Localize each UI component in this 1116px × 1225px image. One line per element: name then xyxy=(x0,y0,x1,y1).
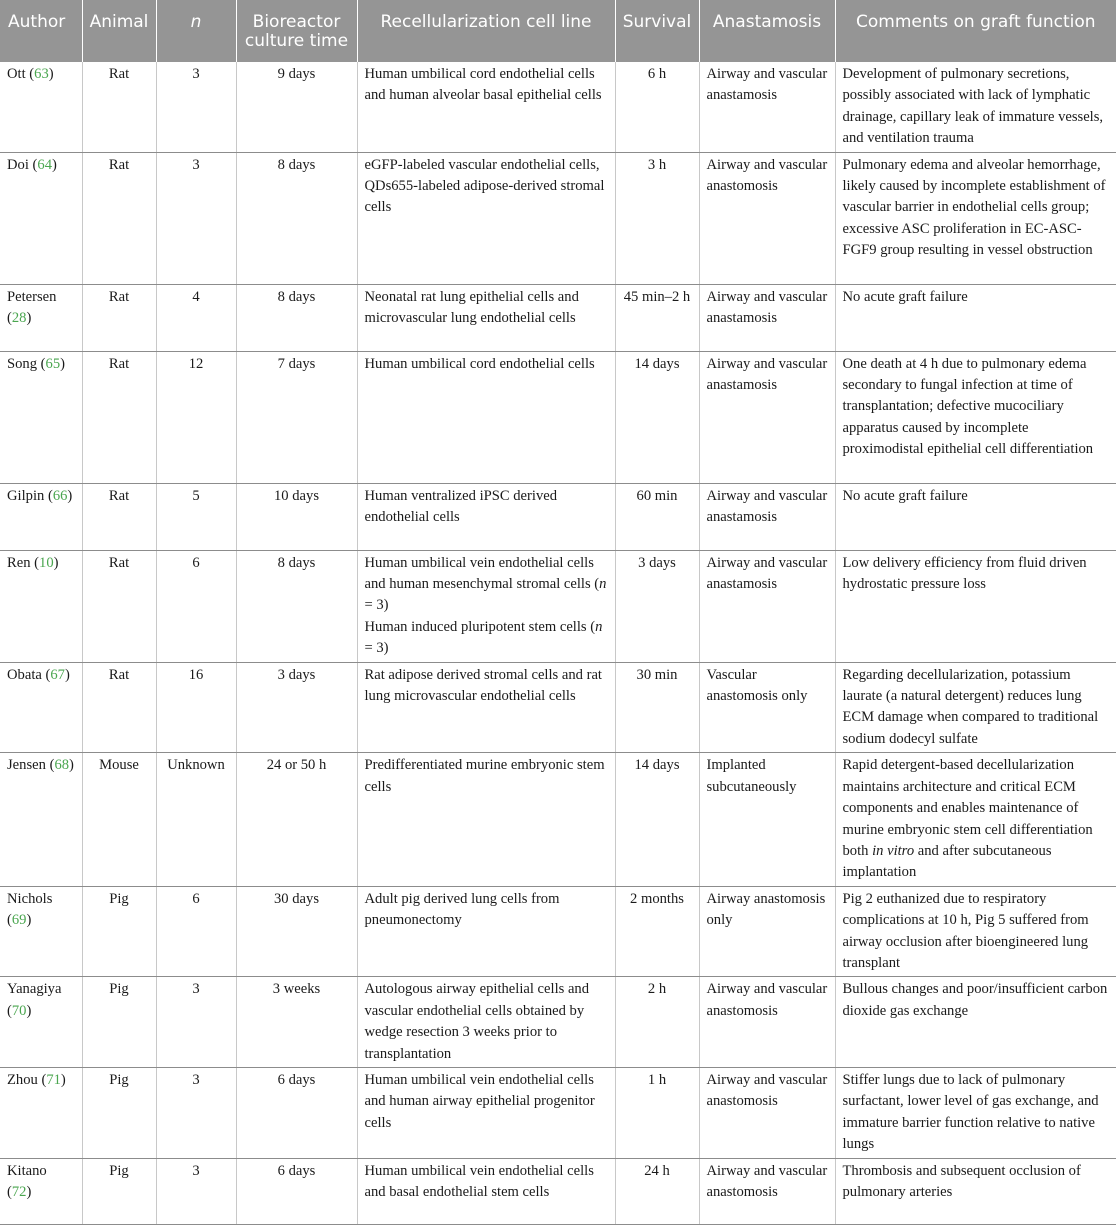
table-row xyxy=(0,753,1116,886)
cell-author: Song (65) xyxy=(0,351,82,483)
author-name: Yanagiya xyxy=(7,981,62,998)
cell-author: Jensen (68) xyxy=(0,753,82,886)
header-animal: Animal xyxy=(82,0,156,62)
cell-survival: 3 h xyxy=(615,152,699,284)
cell-n: 12 xyxy=(156,351,236,483)
cell-comments: One death at 4 h due to pulmonary edema secondary to fungal infection at time of transplantation; defective mucociliary apparatus caused by incomplete proximodistal epithelial cell differentiation xyxy=(835,351,1116,483)
cell-anastamosis: Airway and vascular anastamosis xyxy=(699,62,835,152)
cell-author: Gilpin (66) xyxy=(0,483,82,550)
cell-n: 6 xyxy=(156,550,236,662)
cell-n: 5 xyxy=(156,483,236,550)
cell-line-text: Human umbilical vein endothelial cells and human mesenchymal stromal cells ( xyxy=(364,554,600,593)
cell-survival: 14 days xyxy=(615,351,699,483)
comments-text: Rapid detergent-based decellularization maintains architecture and critical ECM components and enables maintenance of murine embryonic stem cell differentiation both xyxy=(842,757,1093,859)
cell-survival: 2 h xyxy=(615,977,699,1068)
cell-culture-time: 8 days xyxy=(236,284,357,351)
reference-link[interactable]: 72 xyxy=(11,1184,27,1200)
cell-cell-line: Rat adipose derived stromal cells and rat lung microvascular endothelial cells xyxy=(357,662,615,753)
cell-anastamosis: Airway and vascular anastamosis xyxy=(699,351,835,483)
author-name: Song xyxy=(7,355,38,372)
cell-cell-line: Human umbilical cord endothelial cells and human alveolar basal epithelial cells xyxy=(357,62,615,152)
cell-culture-time: 6 days xyxy=(236,1067,357,1158)
cell-line-text: = 3) xyxy=(364,640,389,657)
cell-culture-time: 8 days xyxy=(236,152,357,284)
author-name: Nichols xyxy=(7,890,53,907)
cell-animal: Rat xyxy=(82,483,156,550)
comments-italic: in vitro xyxy=(872,842,915,859)
table-body xyxy=(0,62,1116,1224)
cell-survival: 6 h xyxy=(615,62,699,152)
cell-culture-time: 9 days xyxy=(236,62,357,152)
cell-animal: Mouse xyxy=(82,753,156,886)
cell-survival: 30 min xyxy=(615,662,699,753)
cell-culture-time: 3 days xyxy=(236,662,357,753)
cell-cell-line: Human ventralized iPSC derived endothelial cells xyxy=(357,483,615,550)
header-n xyxy=(156,0,236,62)
reference-link[interactable]: 64 xyxy=(37,156,52,173)
author-name: Gilpin xyxy=(7,487,45,504)
cell-survival: 3 days xyxy=(615,550,699,662)
header-anastamosis: Anastamosis xyxy=(699,0,835,62)
cell-animal: Rat xyxy=(82,152,156,284)
reference-link[interactable]: 66 xyxy=(52,487,68,504)
cell-n: 3 xyxy=(156,977,236,1068)
cell-n: 16 xyxy=(156,662,236,753)
author-name: Ren xyxy=(7,554,31,571)
cell-comments: Low delivery efficiency from fluid driven hydrostatic pressure loss xyxy=(835,550,1116,662)
cell-author: Doi (64) xyxy=(0,152,82,284)
header-survival: Survival xyxy=(615,0,699,62)
header-bioreactor xyxy=(236,0,357,62)
table-row xyxy=(0,284,1116,351)
cell-comments: Pig 2 euthanized due to respiratory complications at 10 h, Pig 5 suffered from airway occlusion after bioengineered lung transplant xyxy=(835,886,1116,977)
cell-culture-time: 10 days xyxy=(236,483,357,550)
cell-comments: Stiffer lungs due to lack of pulmonary surfactant, lower level of gas exchange, and immature barrier function relative to native lungs xyxy=(835,1067,1116,1158)
cell-comments xyxy=(835,753,1116,886)
reference-link[interactable]: 10 xyxy=(39,554,54,571)
header-cell-line: Recellularization cell line xyxy=(357,0,615,62)
cell-animal: Rat xyxy=(82,662,156,753)
cell-animal: Rat xyxy=(82,62,156,152)
header-bioreactor-line2: culture time xyxy=(244,31,349,51)
cell-cell-line: Adult pig derived lung cells from pneumonectomy xyxy=(357,886,615,977)
cell-culture-time: 7 days xyxy=(236,351,357,483)
cell-animal: Pig xyxy=(82,1158,156,1224)
cell-cell-line: Neonatal rat lung epithelial cells and microvascular lung endothelial cells xyxy=(357,284,615,351)
cell-n: Unknown xyxy=(156,753,236,886)
table-row xyxy=(0,977,1116,1068)
cell-animal: Rat xyxy=(82,284,156,351)
cell-comments: Bullous changes and poor/insufficient carbon dioxide gas exchange xyxy=(835,977,1116,1068)
cell-comments: No acute graft failure xyxy=(835,284,1116,351)
cell-anastamosis: Airway and vascular anastomosis xyxy=(699,1067,835,1158)
cell-survival: 45 min–2 h xyxy=(615,284,699,351)
cell-survival: 2 months xyxy=(615,886,699,977)
cell-cell-line: Predifferentiated murine embryonic stem cells xyxy=(357,753,615,886)
author-name: Jensen xyxy=(7,757,46,774)
reference-link[interactable]: 28 xyxy=(11,310,27,327)
cell-n: 3 xyxy=(156,1158,236,1224)
cell-line-entry xyxy=(365,617,608,660)
header-author: Author xyxy=(0,0,82,62)
header-n-label: n xyxy=(190,12,202,32)
cell-anastamosis: Airway and vascular anastomosis xyxy=(699,977,835,1068)
cell-author: Zhou (71) xyxy=(0,1067,82,1158)
cell-n: 4 xyxy=(156,284,236,351)
reference-link[interactable]: 68 xyxy=(54,757,70,774)
cell-survival: 1 h xyxy=(615,1067,699,1158)
cell-animal: Pig xyxy=(82,977,156,1068)
cell-animal: Rat xyxy=(82,351,156,483)
cell-comments: Development of pulmonary secretions, possibly associated with lack of lymphatic drainage, capillary leak of immature vessels, and ventilation trauma xyxy=(835,62,1116,152)
cell-author: Obata (67) xyxy=(0,662,82,753)
header-comments: Comments on graft function xyxy=(835,0,1116,62)
cell-animal: Pig xyxy=(82,886,156,977)
cell-author: Ren (10) xyxy=(0,550,82,662)
table-row xyxy=(0,886,1116,977)
author-name: Petersen xyxy=(7,288,57,305)
cell-cell-line: eGFP-labeled vascular endothelial cells, QDs655-labeled adipose-derived stromal cells xyxy=(357,152,615,284)
cell-anastamosis: Implanted subcutaneously xyxy=(699,753,835,886)
cell-n: 3 xyxy=(156,1067,236,1158)
author-name: Kitano xyxy=(7,1162,47,1179)
cell-culture-time: 24 or 50 h xyxy=(236,753,357,886)
author-name: Ott xyxy=(7,66,26,82)
reference-link[interactable]: 71 xyxy=(46,1071,61,1088)
cell-anastamosis: Airway and vascular anastomosis xyxy=(699,152,835,284)
cell-cell-line: Human umbilical vein endothelial cells and basal endothelial stem cells xyxy=(357,1158,615,1224)
cell-author: Kitano (72) xyxy=(0,1158,82,1224)
cell-comments: Thrombosis and subsequent occlusion of pulmonary arteries xyxy=(835,1158,1116,1224)
cell-n: 3 xyxy=(156,152,236,284)
cell-survival: 60 min xyxy=(615,483,699,550)
cell-culture-time: 8 days xyxy=(236,550,357,662)
cell-culture-time: 3 weeks xyxy=(236,977,357,1068)
reference-link[interactable]: 63 xyxy=(34,66,49,82)
cell-animal: Pig xyxy=(82,1067,156,1158)
author-name: Obata xyxy=(7,666,42,683)
table-row xyxy=(0,662,1116,753)
author-name: Zhou xyxy=(7,1071,38,1088)
table-row xyxy=(0,1158,1116,1224)
cell-author: Nichols (69) xyxy=(0,886,82,977)
table-row xyxy=(0,152,1116,284)
table-row xyxy=(0,550,1116,662)
cell-line-text: Human induced pluripotent stem cells ( xyxy=(364,618,596,635)
cell-comments: Pulmonary edema and alveolar hemorrhage, likely caused by incomplete establishment of vascular barrier in endothelial cells group; excessive ASC proliferation in EC-ASC-FGF9 group resulting in vessel obstruction xyxy=(835,152,1116,284)
cell-cell-line xyxy=(357,550,615,662)
cell-comments: No acute graft failure xyxy=(835,483,1116,550)
table-row xyxy=(0,62,1116,152)
reference-link[interactable]: 70 xyxy=(11,1002,27,1019)
reference-link[interactable]: 65 xyxy=(45,355,61,372)
author-name: Doi xyxy=(7,156,29,173)
cell-anastamosis: Airway and vascular anastamosis xyxy=(699,550,835,662)
table-row xyxy=(0,1067,1116,1158)
cell-anastamosis: Airway and vascular anastomosis xyxy=(699,1158,835,1224)
cell-author: Petersen (28) xyxy=(0,284,82,351)
table-row xyxy=(0,351,1116,483)
cell-survival: 14 days xyxy=(615,753,699,886)
cell-comments: Regarding decellularization, potassium laurate (a natural detergent) reduces lung ECM damage when compared to traditional sodium dodecyl sulfate xyxy=(835,662,1116,753)
cell-cell-line: Human umbilical cord endothelial cells xyxy=(357,351,615,483)
cell-survival: 24 h xyxy=(615,1158,699,1224)
n-symbol: n xyxy=(599,576,607,593)
table-header xyxy=(0,0,1116,62)
cell-n: 3 xyxy=(156,62,236,152)
table-row xyxy=(0,483,1116,550)
cell-anastamosis: Vascular anastomosis only xyxy=(699,662,835,753)
cell-line-text: = 3) xyxy=(364,597,389,614)
cell-culture-time: 30 days xyxy=(236,886,357,977)
cell-author: Ott (63) xyxy=(0,62,82,152)
cell-cell-line: Autologous airway epithelial cells and vascular endothelial cells obtained by wedge resection 3 weeks prior to transplantation xyxy=(357,977,615,1068)
cell-line-entry xyxy=(365,553,608,617)
n-symbol: n xyxy=(595,618,603,635)
cell-n: 6 xyxy=(156,886,236,977)
comments-text: and after subcutaneous implantation xyxy=(842,842,1052,881)
cell-anastamosis: Airway and vascular anastamosis xyxy=(699,284,835,351)
cell-cell-line: Human umbilical vein endothelial cells and human airway epithelial progenitor cells xyxy=(357,1067,615,1158)
reference-link[interactable]: 69 xyxy=(11,912,27,929)
cell-anastamosis: Airway and vascular anastamosis xyxy=(699,483,835,550)
cell-anastamosis: Airway anastomosis only xyxy=(699,886,835,977)
reference-link[interactable]: 67 xyxy=(50,666,65,683)
cell-culture-time: 6 days xyxy=(236,1158,357,1224)
cell-author: Yanagiya (70) xyxy=(0,977,82,1068)
header-bioreactor-line1: Bioreactor xyxy=(252,12,341,32)
cell-animal: Rat xyxy=(82,550,156,662)
